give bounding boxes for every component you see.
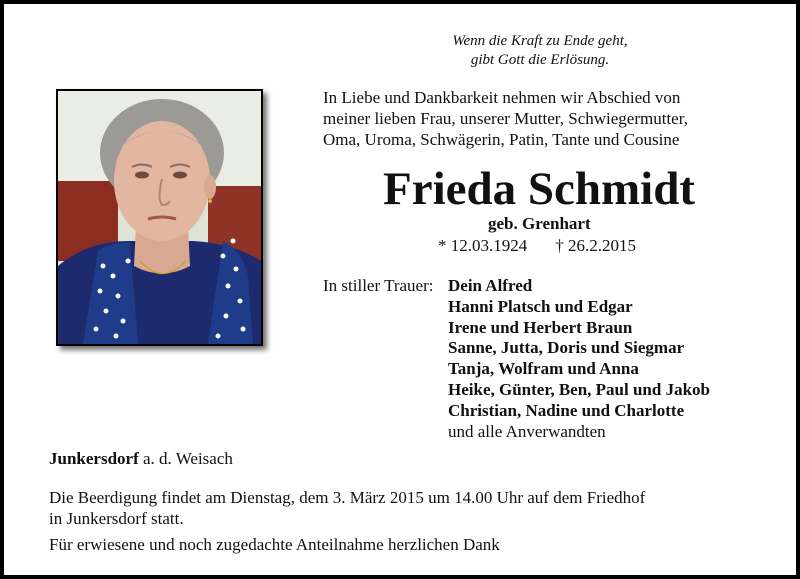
- maiden-name: geb. Grenhart: [488, 214, 591, 233]
- mourner-entry: Tanja, Wolfram und Anna: [448, 359, 639, 379]
- intro-line-3: Oma, Uroma, Schwägerin, Patin, Tante und Cousine: [323, 130, 680, 149]
- motto-line-1: Wenn die Kraft zu Ende geht,: [452, 33, 628, 49]
- funeral-line-1: Die Beerdigung findet am Dienstag, dem 3. März 2015 um 14.00 Uhr auf dem Friedhof: [49, 488, 646, 507]
- thanks-line: Für erwiesene und noch zugedachte Anteilnahme herzlichen Dank: [49, 535, 500, 554]
- place-suffix: a. d. Weisach: [142, 449, 233, 468]
- portrait-photo: [56, 89, 263, 346]
- intro-line-2: meiner lieben Frau, unserer Mutter, Schwiegermutter,: [323, 109, 688, 128]
- farewell-intro: [323, 87, 743, 150]
- mourner-entry: Heike, Günter, Ben, Paul und Jakob: [448, 379, 710, 399]
- mourner-entry: Irene und Herbert Braun: [448, 317, 633, 337]
- motto: [400, 32, 680, 70]
- deceased-name: Frieda Schmidt: [383, 163, 696, 215]
- intro-line-1: In Liebe und Dankbarkeit nehmen wir Abschied von: [323, 88, 681, 107]
- mourner-entry: Sanne, Jutta, Doris und Siegmar: [448, 338, 685, 358]
- portrait-illustration: [58, 91, 261, 344]
- life-dates: [438, 236, 636, 256]
- funeral-info: [49, 487, 749, 529]
- funeral-line-2: in Junkersdorf statt.: [49, 509, 184, 528]
- mourner-entry: Hanni Platsch und Edgar: [448, 296, 633, 316]
- place-line: [49, 449, 233, 469]
- mourners-list: [448, 276, 710, 442]
- motto-line-2: gibt Gott die Erlösung.: [470, 52, 610, 68]
- death-date: † 26.2.2015: [555, 236, 636, 255]
- mourner-entry: Christian, Nadine und Charlotte: [448, 400, 685, 420]
- birth-date: * 12.03.1924: [438, 236, 528, 255]
- mourning-label: In stiller Trauer:: [323, 276, 434, 295]
- mourner-closing: und alle Anverwandten: [448, 421, 606, 441]
- place-town: Junkersdorf: [49, 449, 139, 468]
- mourner-entry: Dein Alfred: [448, 276, 533, 295]
